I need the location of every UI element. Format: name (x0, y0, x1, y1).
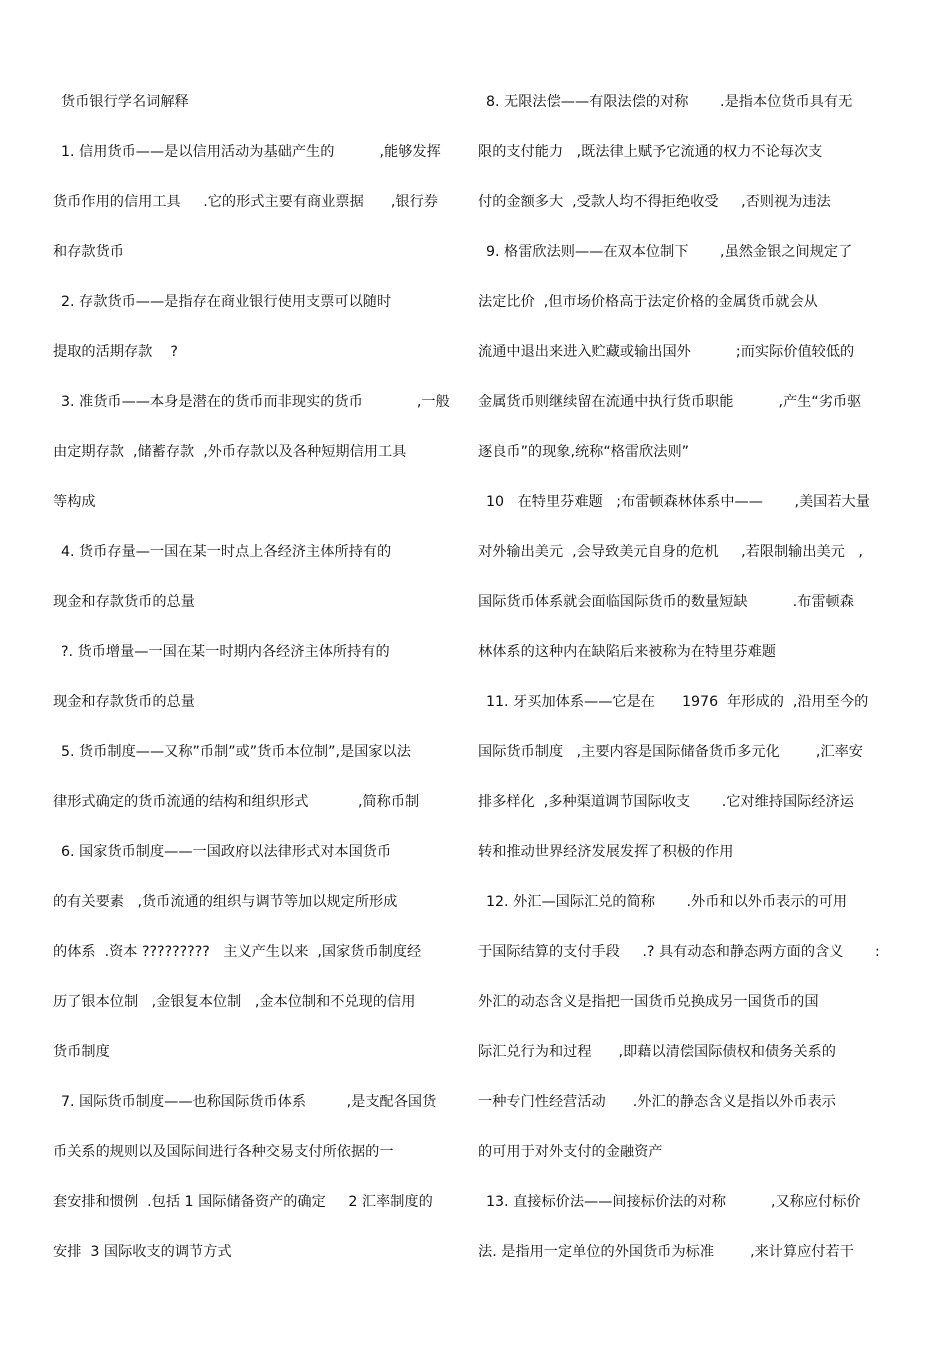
text-line: 3. 准货币——本身是潜在的货币而非现实的货币 ,一般 (61, 394, 450, 410)
text-line: 等构成 (53, 494, 96, 510)
text-line: 6. 国家货币制度——一国政府以法律形式对本国货币 (61, 844, 392, 860)
text-line: 流通中退出来进入贮藏或输出国外 ;而实际价值较低的 (478, 344, 855, 360)
text-line: 8. 无限法偿——有限法偿的对称 .是指本位货币具有无 (486, 94, 853, 110)
text-line: 的有关要素 ,货币流通的组织与调节等加以规定所形成 (53, 894, 398, 910)
text-line: 4. 货币存量—一国在某一时点上各经济主体所持有的 (61, 544, 392, 560)
text-line: 币关系的规则以及国际间进行各种交易支付所依据的一 (53, 1144, 394, 1160)
text-line: 安排 3 国际收支的调节方式 (53, 1244, 232, 1260)
text-line: 7. 国际货币制度——也称国际货币体系 ,是支配各国货 (61, 1094, 437, 1110)
text-line: 和存款货币 (53, 244, 124, 260)
text-line: 套安排和惯例 .包括 1 国际储备资产的确定 2 汇率制度的 (53, 1194, 433, 1210)
text-line: 10 在特里芬难题 ;布雷顿森林体系中—— ,美国若大量 (486, 494, 870, 510)
text-line: 现金和存款货币的总量 (53, 594, 195, 610)
text-line: 现金和存款货币的总量 (53, 694, 195, 710)
text-line: 对外输出美元 ,会导致美元自身的危机 ,若限制输出美元 , (478, 544, 863, 560)
text-line: ?. 货币增量—一国在某一时期内各经济主体所持有的 (61, 644, 390, 660)
text-line: 法定比价 ,但市场价格高于法定价格的金属货币就会从 (478, 294, 818, 310)
text-line: 排多样化 ,多种渠道调节国际收支 .它对维持国际经济运 (478, 794, 854, 810)
text-line: 一种专门性经营活动 .外汇的静态含义是指以外币表示 (478, 1094, 836, 1110)
text-line: 提取的活期存款 ? (53, 344, 178, 360)
text-line: 逐良币”的现象,统称“格雷欣法则” (478, 444, 689, 460)
text-line: 货币制度 (53, 1044, 110, 1060)
text-line: 2. 存款货币——是指存在商业银行使用支票可以随时 (61, 294, 392, 310)
text-line: 9. 格雷欣法则——在双本位制下 ,虽然金银之间规定了 (486, 244, 853, 260)
text-line: 限的支付能力 ,既法律上赋予它流通的权力不论每次支 (478, 144, 823, 160)
text-line: 律形式确定的货币流通的结构和组织形式 ,简称币制 (53, 794, 420, 810)
text-line: 11. 牙买加体系——它是在 1976 年形成的 ,沿用至今的 (486, 694, 869, 710)
text-line: 的体系 .资本 ????????? 主义产生以来 ,国家货币制度经 (53, 944, 422, 960)
text-line: 货币作用的信用工具 .它的形式主要有商业票据 ,银行券 (53, 194, 438, 210)
text-line: 金属货币则继续留在流通中执行货币职能 ,产生“劣币驱 (478, 394, 862, 410)
text-line: 付的金额多大 ,受款人均不得拒绝收受 ,否则视为违法 (478, 194, 831, 210)
text-line: 13. 直接标价法——间接标价法的对称 ,又称应付标价 (486, 1194, 861, 1210)
text-line: 由定期存款 ,储蓄存款 ,外币存款以及各种短期信用工具 (53, 444, 407, 460)
text-line: 法. 是指用一定单位的外国货币为标准 ,来计算应付若干 (478, 1244, 854, 1260)
text-line: 国际货币体系就会面临国际货币的数量短缺 .布雷顿森 (478, 594, 854, 610)
text-line: 林体系的这种内在缺陷后来被称为在特里芬难题 (478, 644, 776, 660)
text-line: 12. 外汇—国际汇兑的简称 .外币和以外币表示的可用 (486, 894, 848, 910)
text-line: 于国际结算的支付手段 .? 具有动态和静态两方面的含义 : (478, 944, 880, 960)
text-line: 5. 货币制度——又称”币制”或”货币本位制”,是国家以法 (61, 744, 411, 760)
document-title: 货币银行学名词解释 (61, 94, 189, 110)
text-line: 1. 信用货币——是以信用活动为基础产生的 ,能够发挥 (61, 144, 441, 160)
text-line: 国际货币制度 ,主要内容是国际储备货币多元化 ,汇率安 (478, 744, 863, 760)
text-line: 转和推动世界经济发展发挥了积极的作用 (478, 844, 734, 860)
text-line: 历了银本位制 ,金银复本位制 ,金本位制和不兑现的信用 (53, 994, 416, 1010)
text-line: 际汇兑行为和过程 ,即藉以清偿国际债权和债务关系的 (478, 1044, 836, 1060)
text-line: 外汇的动态含义是指把一国货币兑换成另一国货币的国 (478, 994, 819, 1010)
text-line: 的可用于对外支付的金融资产 (478, 1144, 663, 1160)
